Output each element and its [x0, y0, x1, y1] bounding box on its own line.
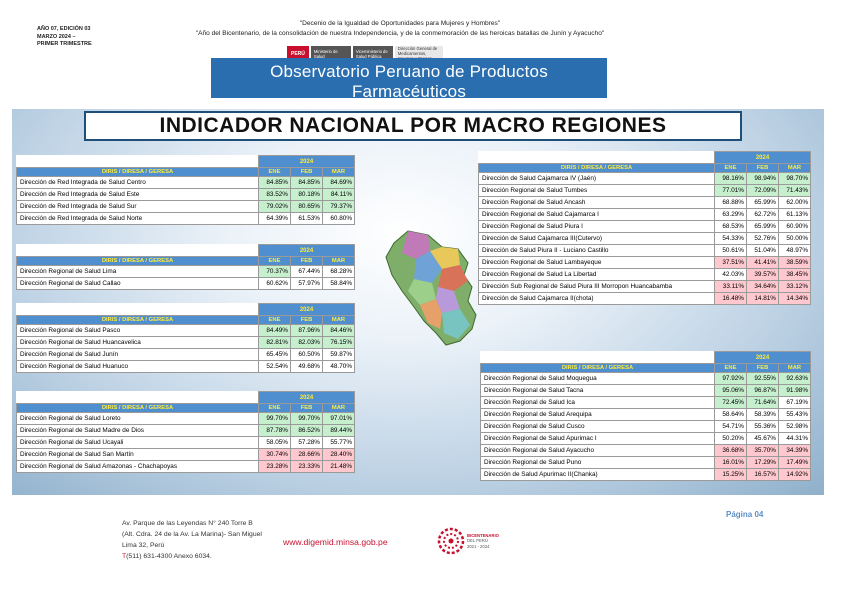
value-cell-ene: 65.45%: [259, 349, 291, 361]
value-cell-mar: 58.84%: [323, 278, 355, 290]
value-cell-mar: 52.98%: [779, 421, 811, 433]
banner-title: Observatorio Peruano de Productos Farmacéuticos: [270, 62, 548, 101]
value-cell-ene: 58.05%: [259, 437, 291, 449]
value-cell-feb: 17.29%: [747, 457, 779, 469]
value-cell-feb: 23.33%: [291, 461, 323, 473]
value-cell-feb: 62.72%: [747, 209, 779, 221]
table-row: [479, 209, 811, 221]
value-cell-ene: 37.51%: [715, 257, 747, 269]
value-cell-ene: 54.71%: [715, 421, 747, 433]
value-cell-feb: 71.64%: [747, 397, 779, 409]
column-header-ene: ENE: [259, 257, 291, 266]
decree-text: [140, 19, 660, 38]
value-cell-feb: 86.52%: [291, 425, 323, 437]
peru-logo: PERÚ: [287, 46, 309, 62]
table-row: [17, 449, 355, 461]
region-table-oriente: [16, 391, 355, 473]
value-cell-mar: 14.34%: [779, 293, 811, 305]
value-cell-mar: 60.80%: [323, 213, 355, 225]
value-cell-ene: 68.53%: [715, 221, 747, 233]
column-header-ene: ENE: [715, 364, 747, 373]
region-name-cell: Dirección de Salud Cajamarca II(chota): [479, 293, 715, 305]
region-title-cell: [481, 352, 715, 364]
region-name-cell: Dirección de Red Integrada de Salud Norte: [17, 213, 259, 225]
region-name-cell: Dirección Regional de Salud Tumbes: [479, 185, 715, 197]
value-cell-mar: 79.37%: [323, 201, 355, 213]
table-row: [481, 397, 811, 409]
value-cell-ene: 42.03%: [715, 269, 747, 281]
ministry-logo: Ministerio de Salud: [311, 46, 351, 62]
value-cell-ene: 72.45%: [715, 397, 747, 409]
column-header-ene: ENE: [259, 168, 291, 177]
region-name-cell: Dirección Regional de Salud Amazonas - Chachapoyas: [17, 461, 259, 473]
region-table-lima-met: [16, 155, 355, 225]
value-cell-ene: 60.62%: [259, 278, 291, 290]
value-cell-mar: 59.87%: [323, 349, 355, 361]
bicentenario-text: [467, 533, 499, 550]
value-cell-feb: 60.50%: [291, 349, 323, 361]
table-row: [479, 233, 811, 245]
edition-line-2: MARZO 2024 –: [37, 33, 76, 40]
table-row: [17, 337, 355, 349]
region-title-cell: [17, 245, 259, 257]
region-table-lima-reg: [16, 244, 355, 290]
column-header-ene: ENE: [259, 316, 291, 325]
column-header-row: [479, 164, 811, 173]
value-cell-ene: 50.61%: [715, 245, 747, 257]
region-name-cell: Dirección Regional de Salud Huanuco: [17, 361, 259, 373]
year-row: [479, 152, 811, 164]
value-cell-feb: 14.81%: [747, 293, 779, 305]
region-name-cell: Dirección Regional de Salud Tacna: [481, 385, 715, 397]
region-name-cell: Dirección Regional de Salud Cajamarca I: [479, 209, 715, 221]
region-name-cell: Dirección de Red Integrada de Salud Centro: [17, 177, 259, 189]
region-name-cell: Dirección Regional de Salud Ica: [481, 397, 715, 409]
year-header: 2024: [259, 392, 355, 404]
value-cell-ene: 84.49%: [259, 325, 291, 337]
value-cell-mar: 62.00%: [779, 197, 811, 209]
bicent-line-2: DEL PERÚ: [467, 538, 488, 544]
year-row: [17, 156, 355, 168]
column-header-name: DIRIS / DIRESA / GERESA: [17, 404, 259, 413]
value-cell-feb: 65.99%: [747, 221, 779, 233]
column-header-name: DIRIS / DIRESA / GERESA: [17, 257, 259, 266]
value-cell-mar: 98.70%: [779, 173, 811, 185]
website-link[interactable]: www.digemid.minsa.gob.pe: [283, 537, 388, 547]
value-cell-ene: 52.54%: [259, 361, 291, 373]
value-cell-mar: 84.11%: [323, 189, 355, 201]
region-name-cell: Dirección Regional de Salud Lambayeque: [479, 257, 715, 269]
region-name-cell: Dirección Regional de Salud Junín: [17, 349, 259, 361]
value-cell-ene: 30.74%: [259, 449, 291, 461]
table-row: [481, 373, 811, 385]
phone-number: (511) 631-4300 Anexo 6034.: [126, 553, 212, 560]
table-row: [17, 177, 355, 189]
value-cell-ene: 63.29%: [715, 209, 747, 221]
page-number: Página 04: [726, 510, 764, 519]
value-cell-mar: 55.77%: [323, 437, 355, 449]
value-cell-feb: 57.28%: [291, 437, 323, 449]
column-header-ene: ENE: [259, 404, 291, 413]
value-cell-ene: 97.92%: [715, 373, 747, 385]
value-cell-mar: 50.00%: [779, 233, 811, 245]
column-header-feb: FEB: [291, 168, 323, 177]
region-table-norte: [478, 151, 811, 305]
value-cell-feb: 55.36%: [747, 421, 779, 433]
year-header: 2024: [259, 304, 355, 316]
table-row: [17, 425, 355, 437]
value-cell-mar: 14.92%: [779, 469, 811, 481]
value-cell-feb: 51.04%: [747, 245, 779, 257]
table-row: [17, 213, 355, 225]
value-cell-mar: 61.13%: [779, 209, 811, 221]
region-name-cell: Dirección Regional de Salud Madre de Dios: [17, 425, 259, 437]
value-cell-feb: 28.66%: [291, 449, 323, 461]
region-name-cell: Dirección Regional de Salud Arequipa: [481, 409, 715, 421]
value-cell-mar: 71.43%: [779, 185, 811, 197]
table-row: [17, 413, 355, 425]
edition-line-1: AÑO 07, EDICIÓN 03: [37, 26, 91, 32]
value-cell-mar: 38.45%: [779, 269, 811, 281]
column-header-name: DIRIS / DIRESA / GERESA: [17, 316, 259, 325]
region-name-cell: Dirección Regional de Salud Ucayali: [17, 437, 259, 449]
bicentenario-icon: [437, 527, 465, 555]
value-cell-mar: 97.01%: [323, 413, 355, 425]
value-cell-feb: 72.09%: [747, 185, 779, 197]
region-name-cell: Dirección Regional de Salud Apurimac I: [481, 433, 715, 445]
region-name-cell: Dirección de Red Integrada de Salud Este: [17, 189, 259, 201]
address-line-1: Av. Parque de las Leyendas N° 240 Torre B: [122, 520, 253, 527]
table-row: [479, 185, 811, 197]
column-header-name: DIRIS / DIRESA / GERESA: [479, 164, 715, 173]
table-row: [479, 173, 811, 185]
value-cell-feb: 58.39%: [747, 409, 779, 421]
value-cell-mar: 92.63%: [779, 373, 811, 385]
value-cell-ene: 64.39%: [259, 213, 291, 225]
region-title-cell: [479, 152, 715, 164]
value-cell-mar: 84.46%: [323, 325, 355, 337]
value-cell-feb: 52.76%: [747, 233, 779, 245]
decree-line-2: "Año del Bicentenario, de la consolidación de nuestra Independencia, y de la conmemoración de las heroicas batallas de Junín y Ayacucho": [195, 29, 605, 37]
value-cell-feb: 41.41%: [747, 257, 779, 269]
phone-prefix: T: [122, 553, 127, 560]
bicentenario-logo: [437, 522, 499, 560]
value-cell-feb: 39.57%: [747, 269, 779, 281]
column-header-row: [17, 257, 355, 266]
value-cell-ene: 79.02%: [259, 201, 291, 213]
region-title-cell: [17, 392, 259, 404]
column-header-mar: MAR: [323, 316, 355, 325]
page-title: INDICADOR NACIONAL POR MACRO REGIONES: [84, 111, 742, 141]
region-name-cell: Dirección Regional de Salud Cusco: [481, 421, 715, 433]
address-line-2: (Alt. Cdra. 24 de la Av. La Marina)- San Miguel: [122, 531, 262, 538]
value-cell-ene: 95.06%: [715, 385, 747, 397]
region-name-cell: Dirección Regional de Salud Callao: [17, 278, 259, 290]
value-cell-ene: 83.52%: [259, 189, 291, 201]
region-name-cell: Dirección Regional de Salud Moquegua: [481, 373, 715, 385]
peru-map-icon: [380, 229, 488, 349]
column-header-feb: FEB: [291, 316, 323, 325]
value-cell-ene: 16.01%: [715, 457, 747, 469]
value-cell-feb: 61.53%: [291, 213, 323, 225]
value-cell-feb: 34.64%: [747, 281, 779, 293]
region-name-cell: Dirección de Salud Cajamarca III(Cutervo): [479, 233, 715, 245]
year-header: 2024: [715, 152, 811, 164]
value-cell-mar: 60.90%: [779, 221, 811, 233]
table-row: [481, 433, 811, 445]
value-cell-mar: 48.97%: [779, 245, 811, 257]
table-row: [17, 189, 355, 201]
table-row: [17, 266, 355, 278]
value-cell-ene: 84.85%: [259, 177, 291, 189]
year-row: [481, 352, 811, 364]
value-cell-feb: 84.85%: [291, 177, 323, 189]
region-title-cell: [17, 156, 259, 168]
year-row: [17, 245, 355, 257]
table-row: [479, 269, 811, 281]
value-cell-feb: 99.70%: [291, 413, 323, 425]
value-cell-mar: 17.49%: [779, 457, 811, 469]
column-header-feb: FEB: [747, 164, 779, 173]
table-row: [481, 457, 811, 469]
bicent-line-3: 2021 - 2024: [467, 543, 490, 549]
column-header-name: DIRIS / DIRESA / GERESA: [481, 364, 715, 373]
value-cell-mar: 34.39%: [779, 445, 811, 457]
table-row: [481, 421, 811, 433]
region-table-sur: [480, 351, 811, 481]
region-name-cell: Dirección de Red Integrada de Salud Sur: [17, 201, 259, 213]
bicent-line-1: BICENTENARIO: [467, 532, 499, 538]
address-phone: [122, 551, 262, 562]
region-name-cell: Dirección Regional de Salud Loreto: [17, 413, 259, 425]
value-cell-feb: 67.44%: [291, 266, 323, 278]
value-cell-mar: 38.59%: [779, 257, 811, 269]
footer-address: [122, 518, 262, 562]
value-cell-feb: 87.96%: [291, 325, 323, 337]
year-row: [17, 392, 355, 404]
value-cell-feb: 65.99%: [747, 197, 779, 209]
year-header: 2024: [715, 352, 811, 364]
region-title-cell: [17, 304, 259, 316]
decree-line-1: "Decenio de la Igualdad de Oportunidades para Mujeres y Hombres": [299, 20, 501, 27]
region-name-cell: Dirección Sub Regional de Salud Piura III Morropon Huancabamba: [479, 281, 715, 293]
column-header-feb: FEB: [291, 404, 323, 413]
value-cell-ene: 50.20%: [715, 433, 747, 445]
table-row: [17, 349, 355, 361]
value-cell-ene: 33.11%: [715, 281, 747, 293]
table-row: [17, 437, 355, 449]
value-cell-feb: 82.03%: [291, 337, 323, 349]
value-cell-feb: 49.68%: [291, 361, 323, 373]
column-header-name: DIRIS / DIRESA / GERESA: [17, 168, 259, 177]
value-cell-mar: 21.48%: [323, 461, 355, 473]
value-cell-mar: 76.15%: [323, 337, 355, 349]
value-cell-ene: 68.88%: [715, 197, 747, 209]
value-cell-feb: 16.57%: [747, 469, 779, 481]
value-cell-mar: 89.44%: [323, 425, 355, 437]
table-row: [479, 293, 811, 305]
value-cell-feb: 98.94%: [747, 173, 779, 185]
value-cell-mar: 28.40%: [323, 449, 355, 461]
region-name-cell: Dirección Regional de Salud Puno: [481, 457, 715, 469]
region-name-cell: Dirección Regional de Salud Pasco: [17, 325, 259, 337]
column-header-row: [17, 316, 355, 325]
value-cell-mar: 48.70%: [323, 361, 355, 373]
column-header-mar: MAR: [323, 257, 355, 266]
value-cell-feb: 35.70%: [747, 445, 779, 457]
value-cell-mar: 67.19%: [779, 397, 811, 409]
value-cell-mar: 84.69%: [323, 177, 355, 189]
value-cell-ene: 15.25%: [715, 469, 747, 481]
value-cell-ene: 36.68%: [715, 445, 747, 457]
value-cell-feb: 96.87%: [747, 385, 779, 397]
table-row: [481, 445, 811, 457]
region-table-centro: [16, 303, 355, 373]
table-row: [17, 461, 355, 473]
value-cell-ene: 99.70%: [259, 413, 291, 425]
table-row: [481, 409, 811, 421]
year-header: 2024: [259, 156, 355, 168]
table-row: [17, 201, 355, 213]
column-header-mar: MAR: [779, 364, 811, 373]
value-cell-mar: 55.43%: [779, 409, 811, 421]
value-cell-ene: 16.48%: [715, 293, 747, 305]
value-cell-mar: 91.98%: [779, 385, 811, 397]
value-cell-feb: 80.18%: [291, 189, 323, 201]
digemid-logo: Dirección General de Medicamentos,: [395, 46, 443, 62]
column-header-row: [17, 404, 355, 413]
value-cell-ene: 23.28%: [259, 461, 291, 473]
column-header-ene: ENE: [715, 164, 747, 173]
table-row: [17, 325, 355, 337]
region-name-cell: Dirección de Salud Apurimac II(Chanka): [481, 469, 715, 481]
value-cell-ene: 58.64%: [715, 409, 747, 421]
value-cell-feb: 57.97%: [291, 278, 323, 290]
column-header-row: [481, 364, 811, 373]
edition-info: [37, 26, 92, 49]
observatory-banner: [211, 58, 607, 101]
table-row: [479, 281, 811, 293]
column-header-feb: FEB: [747, 364, 779, 373]
region-name-cell: Dirección Regional de Salud La Libertad: [479, 269, 715, 281]
value-cell-mar: 44.31%: [779, 433, 811, 445]
region-name-cell: Dirección Regional de Salud Huancavelica: [17, 337, 259, 349]
region-name-cell: Dirección Regional de Salud Piura I: [479, 221, 715, 233]
viceministry-logo: Viceministerio de Salud Pública: [353, 46, 393, 62]
region-name-cell: Dirección Regional de Salud San Martín: [17, 449, 259, 461]
value-cell-ene: 87.78%: [259, 425, 291, 437]
value-cell-feb: 92.55%: [747, 373, 779, 385]
year-row: [17, 304, 355, 316]
region-name-cell: Dirección de Salud Piura II - Luciano Castillo: [479, 245, 715, 257]
column-header-row: [17, 168, 355, 177]
table-row: [17, 278, 355, 290]
table-row: [17, 361, 355, 373]
region-name-cell: Dirección Regional de Salud Lima: [17, 266, 259, 278]
region-name-cell: Dirección de Salud Cajamarca IV (Jaén): [479, 173, 715, 185]
value-cell-feb: 45.67%: [747, 433, 779, 445]
value-cell-ene: 82.81%: [259, 337, 291, 349]
column-header-mar: MAR: [323, 404, 355, 413]
table-row: [479, 245, 811, 257]
value-cell-ene: 70.37%: [259, 266, 291, 278]
column-header-mar: MAR: [323, 168, 355, 177]
value-cell-ene: 77.01%: [715, 185, 747, 197]
region-name-cell: Dirección Regional de Salud Ayacucho: [481, 445, 715, 457]
table-row: [479, 197, 811, 209]
hero-panel: [12, 109, 824, 495]
table-row: [479, 257, 811, 269]
table-row: [481, 385, 811, 397]
value-cell-mar: 68.28%: [323, 266, 355, 278]
table-row: [481, 469, 811, 481]
region-name-cell: Dirección Regional de Salud Ancash: [479, 197, 715, 209]
value-cell-mar: 33.12%: [779, 281, 811, 293]
edition-line-3: PRIMER TRIMESTRE: [37, 41, 92, 47]
value-cell-ene: 54.33%: [715, 233, 747, 245]
table-row: [479, 221, 811, 233]
address-line-3: Lima 32, Perú: [122, 542, 165, 549]
column-header-mar: MAR: [779, 164, 811, 173]
value-cell-ene: 98.16%: [715, 173, 747, 185]
column-header-feb: FEB: [291, 257, 323, 266]
value-cell-feb: 80.65%: [291, 201, 323, 213]
year-header: 2024: [259, 245, 355, 257]
